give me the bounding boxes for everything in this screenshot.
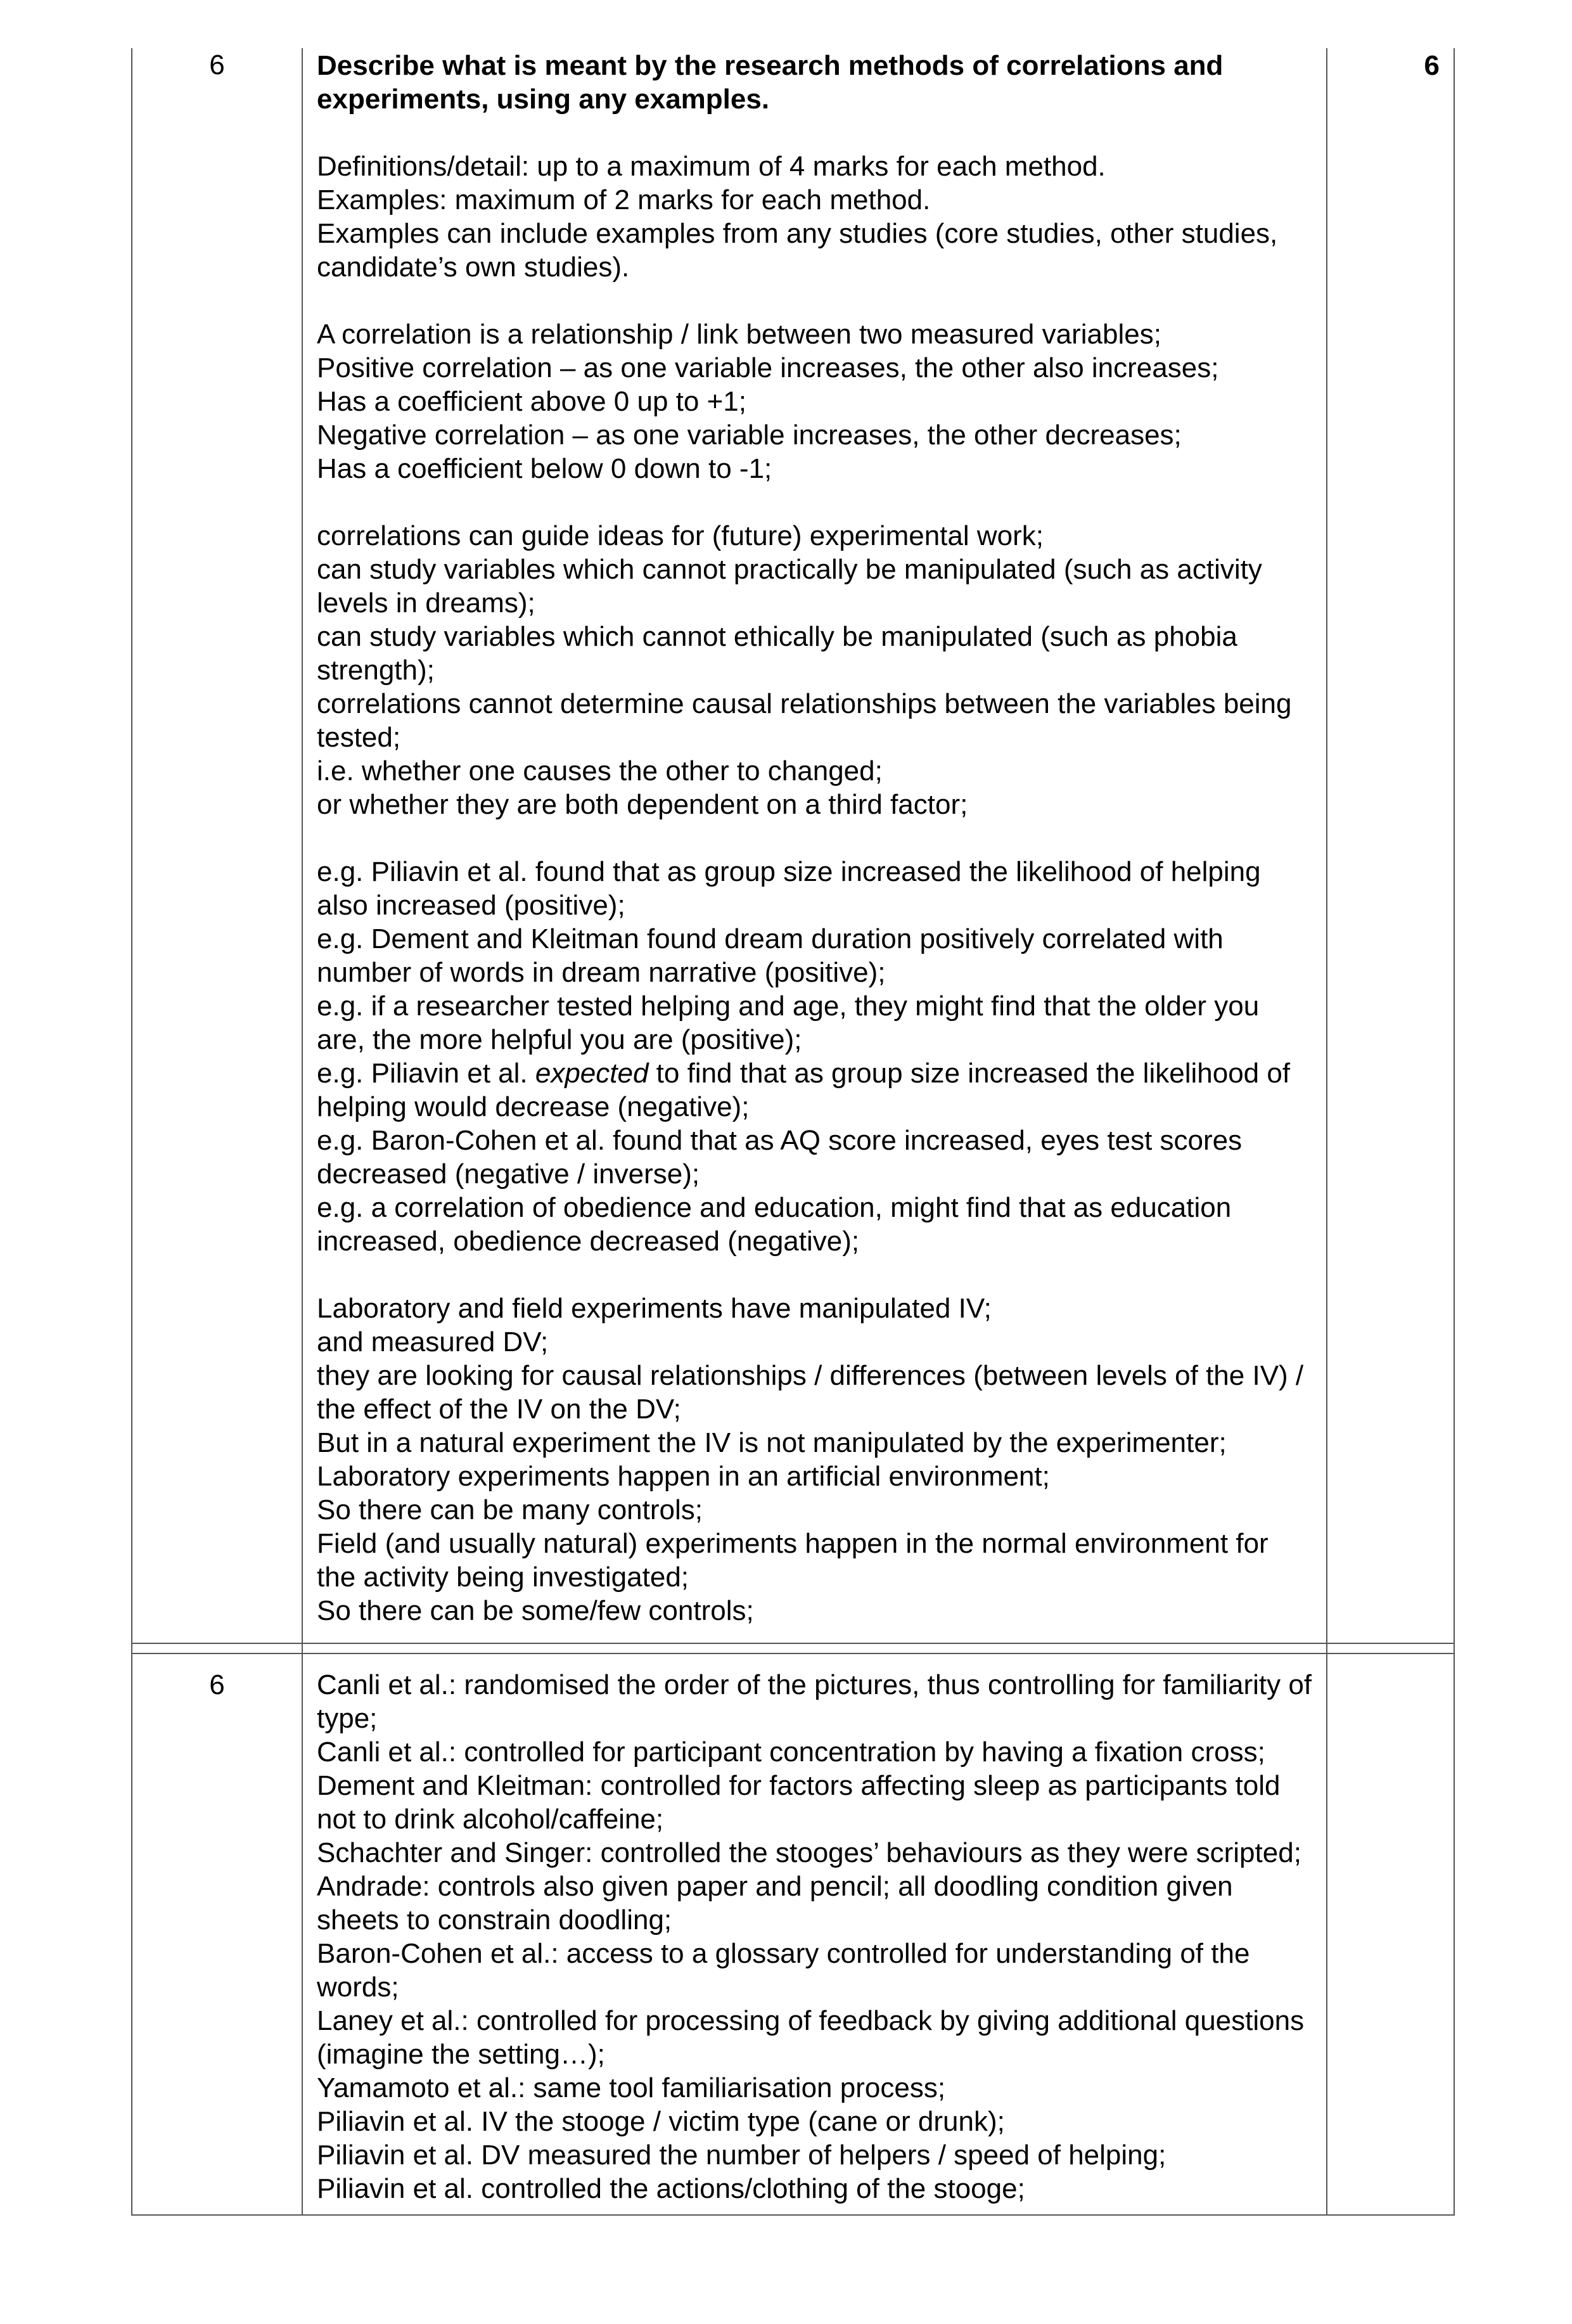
guidance-line-expected (317, 1056, 1313, 1124)
guidance-lines (317, 1668, 1313, 2205)
guidance-line: e.g. Dement and Kleitman found dream duration positively correlated with number of words in dream narrative (positive); (317, 923, 1224, 988)
guidance-paragraph (317, 318, 1313, 485)
guidance-line: can study variables which cannot practically be manipulated (such as activity levels in dreams); (317, 554, 1262, 619)
guidance-line: Canli et al.: controlled for participant concentration by having a fixation cross; (317, 1737, 1265, 1768)
question-row-controls (132, 1653, 1454, 2215)
guidance-line: e.g. if a researcher tested helping and age, they might find that the older you are, the more helpful you are (positive); (317, 991, 1260, 1055)
guidance-line: But in a natural experiment the IV is not manipulated by the experimenter; (317, 1427, 1227, 1458)
guidance-line: Negative correlation – as one variable increases, the other decreases; (317, 420, 1182, 451)
guidance-line: i.e. whether one causes the other to changed; (317, 755, 883, 786)
guidance-line: Examples: maximum of 2 marks for each method. (317, 184, 931, 215)
guidance-paragraph (317, 855, 1313, 1258)
guidance-line: A correlation is a relationship / link between two measured variables; (317, 319, 1161, 350)
question-prompt: Describe what is meant by the research methods of correlations and experiments, using any examples. (317, 50, 1224, 115)
guidance-line: Laney et al.: controlled for processing of feedback by giving additional questions (imagine the setting…); (317, 2005, 1305, 2070)
answer-guidance (302, 48, 1327, 1643)
expected-line-before: e.g. Piliavin et al. (317, 1058, 535, 1089)
guidance-line: Piliavin et al. IV the stooge / victim type (cane or drunk); (317, 2106, 1005, 2137)
question-row-correlations (132, 48, 1454, 1643)
question-number: 6 (132, 1653, 302, 2215)
guidance-line: can study variables which cannot ethically be manipulated (such as phobia strength); (317, 621, 1237, 686)
guidance-line: correlations cannot determine causal relationships between the variables being tested; (317, 688, 1292, 753)
guidance-line: e.g. Baron-Cohen et al. found that as AQ score increased, eyes test scores decreased (negative / inverse); (317, 1125, 1243, 1190)
guidance-line: correlations can guide ideas for (future) experimental work; (317, 520, 1044, 551)
guidance-line: Piliavin et al. DV measured the number of helpers / speed of helping; (317, 2140, 1166, 2171)
guidance-line: or whether they are both dependent on a third factor; (317, 789, 968, 820)
guidance-line: Baron-Cohen et al.: access to a glossary controlled for understanding of the words; (317, 1938, 1250, 2003)
guidance-line: Laboratory and field experiments have manipulated IV; (317, 1293, 992, 1324)
answer-guidance (302, 1653, 1327, 2215)
guidance-line: Andrade: controls also given paper and pencil; all doodling condition given sheets to constrain doodling; (317, 1871, 1233, 1936)
row-separator (132, 1643, 1454, 1653)
guidance-line: So there can be many controls; (317, 1494, 703, 1525)
separator-cell (1327, 1643, 1454, 1653)
guidance-paragraph (317, 1292, 1313, 1627)
guidance-paragraph (317, 519, 1313, 821)
expected-line-italic: expected (535, 1058, 649, 1089)
guidance-paragraphs (317, 150, 1313, 1627)
separator-cell (302, 1643, 1327, 1653)
guidance-line: Positive correlation – as one variable increases, the other also increases; (317, 352, 1219, 383)
expected-line-after: to find that as group size increased the likelihood of helping would decrease (negative); (317, 1058, 1291, 1122)
question-marks (1327, 1653, 1454, 2215)
question-marks: 6 (1327, 48, 1454, 1643)
guidance-line: Examples can include examples from any studies (core studies, other studies, candidate’s own studies). (317, 218, 1278, 283)
guidance-line: e.g. a correlation of obedience and education, might find that as education increased, obedience decreased (negative); (317, 1192, 1232, 1257)
guidance-line: Yamamoto et al.: same tool familiarisation process; (317, 2072, 946, 2103)
guidance-line: Piliavin et al. controlled the actions/clothing of the stooge; (317, 2173, 1025, 2204)
guidance-line: Laboratory experiments happen in an artificial environment; (317, 1461, 1050, 1492)
guidance-line: Has a coefficient below 0 down to -1; (317, 453, 772, 484)
guidance-line: Dement and Kleitman: controlled for factors affecting sleep as participants told not to drink alcohol/caffeine; (317, 1770, 1281, 1835)
guidance-line: So there can be some/few controls; (317, 1595, 754, 1626)
guidance-paragraph (317, 150, 1313, 284)
separator-cell (132, 1643, 302, 1653)
guidance-line: Has a coefficient above 0 up to +1; (317, 386, 746, 417)
guidance-line: they are looking for causal relationships / differences (between levels of the IV) / the effect of the IV on the DV; (317, 1360, 1304, 1425)
mark-scheme-table (131, 48, 1455, 2216)
question-number: 6 (132, 48, 302, 1643)
guidance-line: Definitions/detail: up to a maximum of 4 marks for each method. (317, 151, 1106, 182)
guidance-line: Field (and usually natural) experiments happen in the normal environment for the activity being investigated; (317, 1528, 1268, 1593)
guidance-line: and measured DV; (317, 1326, 549, 1358)
guidance-line: Canli et al.: randomised the order of the pictures, thus controlling for familiarity of type; (317, 1669, 1312, 1734)
guidance-line: Schachter and Singer: controlled the stooges’ behaviours as they were scripted; (317, 1837, 1301, 1868)
guidance-line: e.g. Piliavin et al. found that as group size increased the likelihood of helping also increased (positive); (317, 856, 1261, 921)
